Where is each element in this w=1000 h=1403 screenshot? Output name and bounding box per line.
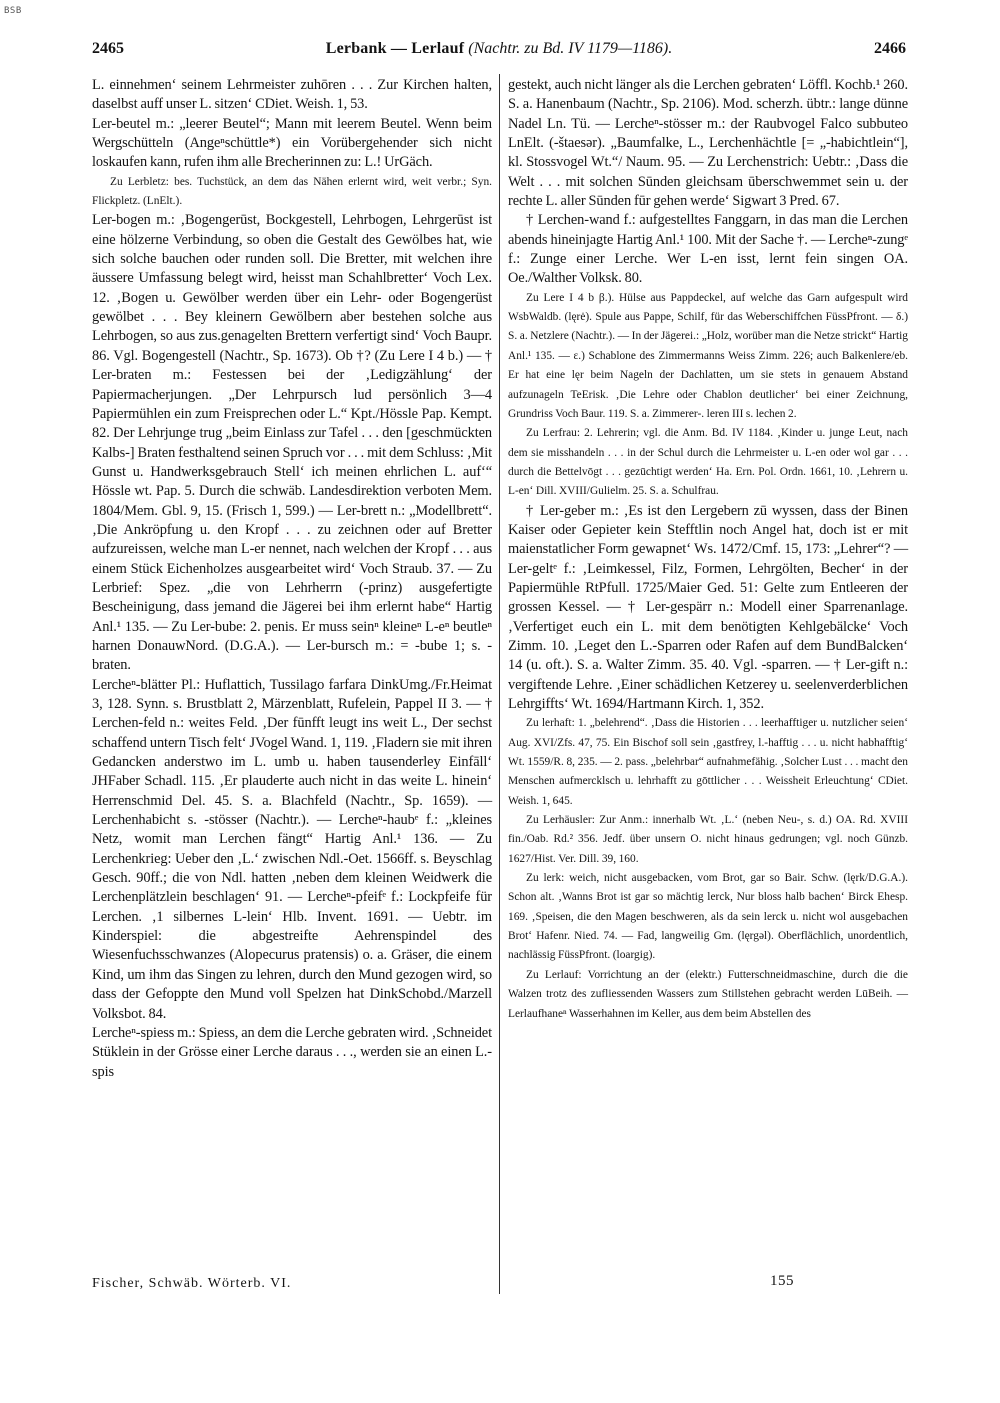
right-paragraph: Zu Lerlauf: Vorrichtung an der (elektr.) Futterschneidmaschine, durch die die Walzen trotz des zufliessenden Wassers zum Stillstehen gebracht werden LūBeih. — Lerlaufhaneⁿ Wasserhahnen im Keller, aus dem beim Abstellen des — [508, 968, 908, 1020]
right-column — [508, 76, 908, 1024]
left-paragraph: Lercheⁿ-blätter Pl.: Huflattich, Tussilago farfara DinkUmg./Fr.Heimat 3, 128. Synn. s. Brustblatt 2, Märzenblatt, Rufelein, Pappel II 3. — † Lerchen-feld n.: weites Feld. ‚Der fūnfft leugt ins weit L., Der sechst schaffend untern Tisch felt‘ JVogel Wand. 1, 119. ‚Fladern sie mit ihren Gedancken anderstwo im L. umb u. haben tausenderley Einfāll‘ JHFaber Schadl. 115. ‚Er plauderte auch nicht in das weite L. hinein‘ Herrenschmid Del. 45. S. a. Blachfeld (Nachtr., Sp. 1659). — Lerchenhabicht s. -stösser (Nachtr.). — Lercheⁿ-haubᵉ f.: „kleines Netz, womit man Lerchen fängt“ Hartig Anl.¹ 136. — Zu Lerchenkrieg: Ueber den ‚L.‘ zwischen Ndl.-Oet. 1566ff. s. Beyschlag Gesch. 90ff.; die von Ndl. hatten ‚neben dem kleinen Weidwerk die Lerchenplätzlein beschlagen‘ 91. — Lercheⁿ-pfeifᵉ f.: Lockpfeife für Lerchen. ‚1 silbernes L-lein‘ Hlb. Invent. 1691. — Uebtr. im Kinderspiel: die abgestreifte Aehrenspindel des Wiesenfuchsschwanzes (Alopecurus pratensis) o. a. Gräser, die einem Kind, um ihm das Singen zu lehren, durch den Mund gezogen wird, so dass der Gefoppte den Mund voll Spelzen hat DinkSchobd./Marzell Volksbot. 84. — [92, 676, 492, 1022]
footer-signature: Fischer, Schwäb. Wörterb. VI. — [92, 1276, 292, 1291]
left-paragraph: Lercheⁿ-spiess m.: Spiess, an dem die Lerche gebraten wird. ‚Schneidet Stüklein in der Grösse einer Lerche daraus . . ., werden sie an einen L.-spis — [92, 1024, 492, 1080]
right-paragraph: gestekt, auch nicht länger als die Lerchen gebraten‘ Löffl. Kochb.¹ 260. S. a. Hanenbaum (Nachtr., Sp. 2106). Mod. scherzh. übtr.: lange dünne Nadel Ln. Tü. — Lercheⁿ-stösser m.: der Raubvogel Falco subbuteo LnElt. (-štaesər). „Baumfalke, L., Lerchenhächtle [= „-habichtlein“], kl. Stossvogel Wt.“/ Naum. 95. — Zu Lerchenstrich: Uebtr.: ‚Dass die Welt . . . mit solchen Sūnden gleichsam ūberschwemmet sein u. der rechte L. aller Sūnden fūr gehen werde‘ Sigwart 3 Pred. 67. — [508, 77, 908, 210]
header-title-reference: (Nachtr. zu Bd. IV 1179—1186). — [468, 40, 673, 57]
left-paragraph: Ler-beutel m.: „leerer Beutel“; Mann mit leerem Beutel. Wenn beim Wergschütteln (Angeⁿschüttle*) ein Vorübergehender sich nicht loskaufen kann, rufen ihm alle Brecherinnen zu: L.! UrGäch. — [92, 115, 492, 171]
library-stamp: BSB — [4, 6, 22, 16]
column-divider — [499, 74, 500, 1294]
page-number-right: 2466 — [874, 40, 906, 57]
left-paragraph: Ler-bogen m.: ‚Bogengerūst, Bockgestell, Lehrbogen, Lehrgerūst ist eine hölzerne Verbindung, so oben die Gestalt des Gewölbes hat, wie sich solche bauchen oder runden soll. Die Bretter, mit welchen ihre äussere Umfassung belegt wird, heisst man Schahlbretter‘ Voch Lex. 12. ‚Bogen u. Gewölber werden über ein Lehr- oder Bogengerüst gewölbet . . . Bey kleinern Gewölbern aber bestehen solche aus Lehrbogen, so aus zus.genagelten Brettern verfertigt sind‘ Voch Baupr. 86. Vgl. Bogengestell (Nachtr., Sp. 1673). Ob †? (Zu Lere I 4 b.) — † Ler-braten m.: Festessen bei der ‚Ledigzählung‘ der Papiermacherjungen. „Der Lehrpursch lud persönlich 3—4 Papiermühlen ein zum Freisprechen oder L.“ Kpt./Hössle Pap. Kempt. 82. Der Lehrjunge trug „beim Einlass zur Tafel . . . den [geschmückten Kalbs-] Braten festhaltend seinen Spruch vor . . . mit dem Schluss: ‚Mit Gunst u. Handwerksgebrauch Stell‘ ich meinen ehrlichen L. auf‘“ Hössle wt. Pap. 5. Durch die schwäb. Landesdirektion verboten Mem. 1804/Mem. Gbl. 9, 15. (Frisch 1, 599.) — Ler-brett n.: „Modellbrett“. ‚Die Ankröpfung u. den Kropf . . . zu zeichnen oder auf Bretter aufzureissen, welche man L-er nennet, nach welchen der Kropf . . . aus einem Stück Eichenholzes ausgearbeitet wird‘ Voch Straub. 37. — Zu Lerbrief: Spez. „die von Lehrherrn (-prinz) ausgefertigte Bescheinigung, dass jemand die Jägerei bei ihm erlernt habe“ Hartig Anl.¹ 135. — Zu Ler-bube: 2. penis. Er muss seinⁿ kleineⁿ L-eⁿ beutleⁿ harnen DonauwNord. (D.G.A.). — Ler-bursch m.: = -bube 1; s. -braten. — [92, 212, 492, 674]
right-paragraph: † Lerchen-wand f.: aufgestelltes Fanggarn, in das man die Lerchen abends hineinjagte Hartig Anl.¹ 100. Mit der Sache †. — Lercheⁿ-zungᵉ f.: Zunge einer Lerche. Wer L-en isst, lernt fein singen OA. Oe./Walther Volksk. 80. — [508, 212, 908, 287]
right-paragraph: Zu lerhaft: 1. „belehrend“. ‚Dass die Historien . . . leerhafftiger u. nutzlicher seien‘ Aug. XVI/Zfs. 47, 75. Ein Bischof soll sein ‚gastfrey, l.-hafftig . . . u. nicht habhafftig‘ Wt. 1559/R. 8, 235. — 2. pass. „belehrbar“ aufnahmefähig. ‚Solcher Lust . . . macht den Menschen aufmercklsch u. lehrhafft zu gōttlicher . . . Weissheit Erleuchtung‘ CDiet. Weish. 1, 645. — [508, 717, 908, 807]
footer-sheet-number: 155 — [770, 1273, 794, 1289]
running-header — [92, 40, 906, 62]
right-paragraph: Zu Lerfrau: 2. Lehrerin; vgl. die Anm. Bd. IV 1184. ‚Kinder u. junge Leut, nach dem sie misshandeln . . . in der Schul durch die Lehrmeister u. L-en oder wol gar . . . durch die Bettelvōgt . . . gezūchtigt werden‘ Ha. Ern. Pol. Ordn. 1661, 10. ‚Lehrern u. L-en‘ Dill. XVIII/Gulielm. 25. S. a. Schulfrau. — [508, 427, 908, 498]
right-paragraph: Zu Lerhäusler: Zur Anm.: innerhalb Wt. ‚L.‘ (neben Neu-, s. d.) OA. Rd. XVIII fin./Oab. Rd.² 356. Jedf. über unsern O. nicht hinaus gedrungen; vgl. noch Günzb. 1627/Hist. Ver. Dill. 39, 160. — [508, 814, 908, 865]
right-paragraph: † Ler-geber m.: ‚Es ist den Lergebern zū wyssen, dass der Binen Kaiser oder Gepieter kein Stefftlin noch Angel hat, doch ist er mit maienstatlicher Form gewapnet‘ Ws. 1472/Cmf. 15, 173: „Lehrer“? — Ler-geltᵉ f.: ‚Leimkessel, Filz, Formen, Lehrgölten, Becher‘ in der Papiermühle RtPfull. 1725/Maier Ged. 51: Gelte zum Entleeren der grossen Kessel. — † Ler-gespärr n.: Modell einer Sparrenanlage. ‚Verfertiget euch ein L. mit dem benötigten Kehlgebälcke‘ Voch Zimm. 10. ‚Leget den L.-Sparren oder Rafen auf dem BundBalcken‘ 14 (u. oft.). S. a. Walter Zimm. 35. 40. Vgl. -sparren. — † Ler-gift n.: vergiftende Lehre. ‚Einer schädlichen Ketzerey u. seelenverderblichen Lehrgiffts‘ Wt. 1694/Hartmann Kirch. 1, 352. — [508, 502, 908, 712]
left-paragraph: Zu Lerbletz: bes. Tuchstück, an dem das Nähen erlernt wird, weit verbr.; Syn. Flickpletz. (LnElt.). — [92, 175, 492, 208]
page-number-left: 2465 — [92, 40, 124, 57]
right-paragraph: Zu lerk: weich, nicht ausgebacken, vom Brot, gar so Bair. Schw. (lęrk/D.G.A.). Schon alt. ‚Wanns Brot ist gar so mächtig lerck, Nur bloss halb bachen‘ Birck Ehesp. 169. ‚Speisen, die den Magen beschweren, als da sein lerck u. nicht wol ausgebachen Brot‘ Hafenr. Nied. 74. — Fad, langweilig Gm. (lęrgəl). Oberflächlich, unordentlich, nachlässig FüssPfront. (loargig). — [508, 872, 908, 962]
header-title-headwords: Lerbank — Lerlauf — [325, 40, 465, 57]
right-paragraph: Zu Lere I 4 b β.). Hülse aus Pappdeckel, auf welche das Garn aufgespult wird WsbWaldb. (lęrė). Spule aus Pappe, Schilf, für das Weberschiffchen FüssPfront. — δ.) S. a. Netzlere (Nachtr.). — In der Jägerei.: „Holz, worüber man die Netze strickt“ Hartig Anl.¹ 135. — ε.) Schablone des Zimmermanns Weiss Zimm. 226; auch Balkenlere/eb. Er hat eine lęr beim Nageln der Dachlatten, um sie stets in genauem Abstand aufzunageln TeErisk. ‚Die Lehre oder Chablon deutlicher‘ bei einer Zeichnung, Grundriss Voch Baur. 119. S. a. Zimmerer-. leren III s. lechen 2. — [508, 291, 908, 420]
header-title — [92, 40, 906, 58]
left-column — [92, 76, 492, 1082]
left-paragraph: L. einnehmen‘ seinem Lehrmeister zuhōren . . . Zur Kirchen halten, daselbst auff unser L. sitzen‘ CDiet. Weish. 1, 53. — [92, 77, 492, 113]
